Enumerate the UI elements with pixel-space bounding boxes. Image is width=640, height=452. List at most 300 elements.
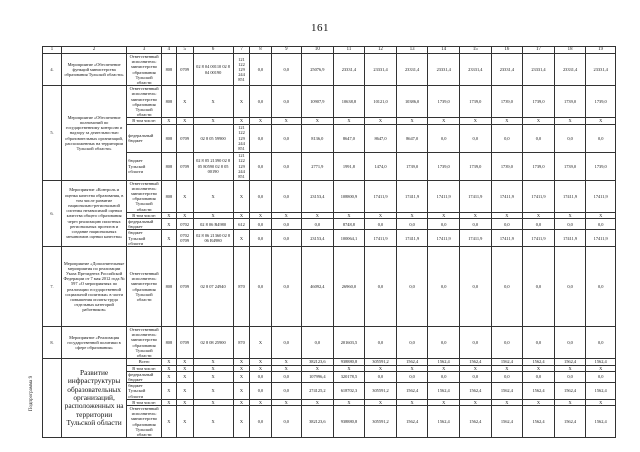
table-cell: X (554, 365, 586, 371)
table-cell: 1739,0 (428, 152, 460, 180)
table-cell: X (428, 365, 460, 371)
table-cell: бюджет Тульской области (127, 152, 162, 180)
table-cell: X (162, 365, 177, 371)
column-number-cell: 18 (554, 47, 586, 54)
table-cell: 808 (162, 124, 177, 152)
table-cell: 0,0 (250, 180, 271, 212)
table-cell: 1562,4 (428, 359, 460, 365)
table-cell: 17411,9 (396, 180, 428, 212)
table-cell: 02 8 05 59900 (193, 124, 233, 152)
table-cell: 1562,4 (554, 359, 586, 365)
table-cell: X (250, 118, 271, 124)
table-cell: 0,0 (271, 152, 302, 180)
table-cell: X (586, 118, 616, 124)
table-cell: 0,0 (460, 247, 492, 327)
table-cell: X (523, 118, 555, 124)
table-cell: 0,0 (523, 124, 555, 152)
table-cell: 02 8 04 00110 02 8 04 00190 (193, 54, 233, 86)
table-cell: 5. (43, 86, 62, 180)
table-cell: 121 122 129 244 851 (233, 54, 250, 86)
table-cell: X (233, 359, 250, 365)
table-cell: 870 (233, 327, 250, 359)
table-cell: 17411,9 (491, 230, 523, 247)
table-cell: 0,0 (491, 247, 523, 327)
budget-table-body (43, 47, 616, 438)
table-cell: X (523, 365, 555, 371)
table-cell: X (162, 371, 177, 382)
table-cell: X (271, 212, 302, 218)
table-cell: 17411,9 (365, 230, 397, 247)
table-cell: 618702,3 (333, 383, 365, 400)
table-cell: 0,0 (250, 371, 271, 382)
table-cell: X (162, 219, 177, 230)
table-cell: X (523, 399, 555, 405)
table-cell: X (176, 383, 193, 400)
table-cell: 10638,8 (333, 86, 365, 118)
table-cell: 0,0 (250, 54, 271, 86)
table-cell: 0,0 (554, 247, 586, 327)
table-cell: Развитие инфраструктуры образовательных организаций, расположенных на территории Тульской области (61, 359, 126, 438)
table-cell: X (233, 180, 250, 212)
table-cell: 1739,0 (554, 86, 586, 118)
table-cell: X (365, 399, 397, 405)
table-cell (43, 359, 62, 438)
table-cell: 0,0 (586, 327, 616, 359)
table-cell: X (250, 212, 271, 218)
table-cell: 0,0 (271, 247, 302, 327)
table-cell: Всего (127, 359, 162, 365)
table-cell: Мероприятие «Обеспечение полномочий по государственному контролю и надзору за деятельностью образовательных организаций, расположенных на территории Тульской области» (61, 86, 126, 180)
table-cell: 17411,9 (523, 180, 555, 212)
table-cell: X (491, 399, 523, 405)
table-cell: X (460, 118, 492, 124)
table-cell: 02 8 06 R4980 (193, 219, 233, 230)
table-cell: 0,0 (271, 124, 302, 152)
table-cell: 0,0 (460, 124, 492, 152)
table-cell: 7. (43, 247, 62, 327)
table-cell: X (176, 371, 193, 382)
table-cell: федеральный бюджет (127, 219, 162, 230)
table-cell: 0,0 (586, 124, 616, 152)
table-cell: X (176, 365, 193, 371)
table-row (43, 247, 616, 327)
table-cell: X (333, 365, 365, 371)
table-cell: 1739,0 (523, 152, 555, 180)
table-cell: 382123,6 (302, 405, 334, 437)
table-cell: X (271, 118, 302, 124)
table-cell: X (193, 359, 233, 365)
table-row (43, 230, 616, 247)
table-cell: X (193, 399, 233, 405)
table-cell: X (554, 118, 586, 124)
column-number-cell: 12 (365, 47, 397, 54)
table-cell: 17411,9 (491, 180, 523, 212)
table-cell: 808 (162, 152, 177, 180)
table-cell: 0,0 (554, 327, 586, 359)
table-cell: 1739,0 (428, 86, 460, 118)
table-cell: X (176, 86, 193, 118)
table-cell: В том числе: (127, 365, 162, 371)
table-row (43, 327, 616, 359)
table-cell: 0,0 (460, 327, 492, 359)
table-cell: X (271, 365, 302, 371)
column-number-row (43, 47, 616, 54)
table-cell: 0709 (176, 327, 193, 359)
table-cell: 1562,4 (554, 383, 586, 400)
table-cell: 0,0 (428, 327, 460, 359)
table-cell: 808 (162, 86, 177, 118)
table-cell: 1562,4 (523, 405, 555, 437)
table-cell: 1739,0 (491, 86, 523, 118)
table-cell: 0,0 (365, 219, 397, 230)
table-cell: 938880,8 (333, 359, 365, 365)
table-cell: 1562,4 (460, 359, 492, 365)
table-cell: X (586, 399, 616, 405)
table-cell: 02 8 06 21360 02 8 06 R4980 (193, 230, 233, 247)
table-cell: X (233, 399, 250, 405)
table-cell: 8748,8 (333, 219, 365, 230)
table-cell: 0,0 (302, 327, 334, 359)
column-number-cell: 9 (271, 47, 302, 54)
table-cell: В том числе: (127, 118, 162, 124)
table-cell: 0702 (176, 219, 193, 230)
table-cell: 8647,0 (333, 124, 365, 152)
table-cell: 17411,9 (365, 180, 397, 212)
table-cell: X (193, 118, 233, 124)
table-cell: 23331,4 (523, 54, 555, 86)
table-cell: X (491, 365, 523, 371)
table-row (43, 86, 616, 118)
table-cell: X (176, 359, 193, 365)
table-cell: X (271, 359, 302, 365)
table-cell: 17411,9 (460, 230, 492, 247)
table-cell: 0,0 (523, 219, 555, 230)
table-row (43, 371, 616, 382)
table-cell: 1562,4 (491, 383, 523, 400)
table-cell: X (233, 371, 250, 382)
table-cell: 0,0 (554, 371, 586, 382)
table-cell: 0,0 (271, 383, 302, 400)
table-cell: 1562,4 (586, 405, 616, 437)
table-cell: 0,0 (586, 219, 616, 230)
table-cell: 121 122 129 244 851 (233, 124, 250, 152)
table-cell: 1562,4 (460, 405, 492, 437)
table-cell: 23331,4 (554, 54, 586, 86)
table-cell: 808 (162, 180, 177, 212)
column-number-cell: 13 (396, 47, 428, 54)
table-cell: X (365, 118, 397, 124)
table-cell: 0,0 (523, 371, 555, 382)
table-cell: Мероприятие «Контроль и оценка качества образования, в том числе развитие национально-региональной системы независимой оценки качества общего образования через реализацию пилотных региональных проектов и создание национальных механизмов оценки качества» (61, 180, 126, 246)
table-cell: 0,0 (250, 230, 271, 247)
table-cell: X (554, 212, 586, 218)
table-cell: 1739,0 (586, 86, 616, 118)
table-cell: 0,0 (271, 219, 302, 230)
table-cell: X (250, 327, 271, 359)
table-cell: 0,0 (271, 230, 302, 247)
table-cell: X (460, 212, 492, 218)
table-cell: 02 8 05 21390 02 8 05 80590 02 8 05 00190 (193, 152, 233, 180)
table-cell: 0,0 (491, 124, 523, 152)
table-cell: 1739,0 (523, 86, 555, 118)
table-cell: 46092,4 (302, 247, 334, 327)
table-cell: X (396, 399, 428, 405)
table-cell: 0709 (176, 152, 193, 180)
table-cell: 02 8 07 24940 (193, 247, 233, 327)
table-cell: 8647,0 (396, 124, 428, 152)
table-cell: X (193, 86, 233, 118)
table-cell: X (162, 118, 177, 124)
table-cell: X (428, 212, 460, 218)
table-cell: X (365, 365, 397, 371)
table-cell: X (233, 212, 250, 218)
table-cell: 121 122 129 244 851 (233, 152, 250, 180)
table-cell: X (333, 118, 365, 124)
table-cell: X (586, 212, 616, 218)
table-cell: 1739,0 (460, 152, 492, 180)
column-number-cell: 11 (333, 47, 365, 54)
table-cell: 17411,9 (460, 180, 492, 212)
table-cell: X (193, 371, 233, 382)
table-cell: X (162, 212, 177, 218)
table-cell: 23331,4 (428, 54, 460, 86)
table-cell: X (193, 180, 233, 212)
table-cell: X (176, 405, 193, 437)
table-cell: X (233, 405, 250, 437)
table-cell: 0,0 (491, 219, 523, 230)
table-cell: 0,0 (250, 219, 271, 230)
table-cell: X (396, 212, 428, 218)
table-cell: 8136,0 (302, 124, 334, 152)
table-cell: X (523, 212, 555, 218)
table-cell: X (302, 365, 334, 371)
table-cell: 17411,9 (523, 230, 555, 247)
table-cell: Мероприятие «Реализация государственной политики в сфере образования» (61, 327, 126, 359)
table-cell: 23331,4 (333, 54, 365, 86)
table-cell: X (162, 405, 177, 437)
table-cell: X (250, 359, 271, 365)
table-cell: 1991,8 (333, 152, 365, 180)
table-cell: 1562,4 (554, 405, 586, 437)
table-cell: X (333, 399, 365, 405)
table-cell: X (233, 365, 250, 371)
table-cell: 26960,0 (333, 247, 365, 327)
table-cell: 1562,4 (586, 383, 616, 400)
table-cell: X (250, 365, 271, 371)
table-cell: 0,0 (271, 180, 302, 212)
table-cell: бюджет Тульской области (127, 383, 162, 400)
column-number-cell: 17 (523, 47, 555, 54)
table-cell: X (302, 212, 334, 218)
table-cell: федеральный бюджет (127, 371, 162, 382)
table-cell: X (460, 399, 492, 405)
table-cell: 0,0 (271, 54, 302, 86)
table-cell: 02 8 08 25900 (193, 327, 233, 359)
table-cell: 23331,4 (396, 54, 428, 86)
table-cell: Ответственный исполнитель: министерство образования Тульской области (127, 405, 162, 437)
table-cell: 612 (233, 219, 250, 230)
table-cell: 1562,4 (460, 383, 492, 400)
table-cell: X (193, 405, 233, 437)
budget-table-wrapper (42, 46, 616, 438)
table-cell: X (193, 365, 233, 371)
table-cell: 0,0 (396, 327, 428, 359)
table-cell: 382123,6 (302, 359, 334, 365)
table-row (43, 180, 616, 212)
table-cell: X (428, 399, 460, 405)
table-cell: 1739,0 (491, 152, 523, 180)
table-cell: 808 (162, 247, 177, 327)
table-cell: 0709 (176, 247, 193, 327)
table-cell: 0,0 (396, 219, 428, 230)
table-cell: 938880,8 (333, 405, 365, 437)
table-cell: 320178,5 (333, 371, 365, 382)
table-cell: 274125,2 (302, 383, 334, 400)
table-cell: X (586, 365, 616, 371)
table-cell: X (460, 365, 492, 371)
subprogram-side-label (24, 350, 40, 436)
table-cell: 0,0 (250, 152, 271, 180)
table-cell: 1562,4 (523, 359, 555, 365)
table-cell: 6. (43, 180, 62, 246)
column-number-cell: 8 (250, 47, 271, 54)
table-cell: 0,0 (554, 124, 586, 152)
table-cell: X (162, 383, 177, 400)
table-cell: 17411,9 (554, 230, 586, 247)
table-cell: 8. (43, 327, 62, 359)
column-number-cell: 6 (193, 47, 233, 54)
table-cell: 0,0 (428, 247, 460, 327)
table-cell: 108800,9 (333, 180, 365, 212)
table-cell: X (491, 118, 523, 124)
table-cell: 0,0 (523, 327, 555, 359)
table-row (43, 54, 616, 86)
column-number-cell: 5 (176, 47, 193, 54)
table-cell: 0,0 (365, 371, 397, 382)
column-number-cell: 14 (428, 47, 460, 54)
table-cell: 1562,4 (491, 359, 523, 365)
table-cell: 0,0 (428, 219, 460, 230)
table-cell: X (302, 399, 334, 405)
column-number-cell: 10 (302, 47, 334, 54)
table-cell: 17411,9 (586, 180, 616, 212)
table-cell: 23331,4 (365, 54, 397, 86)
table-cell: 1562,4 (396, 405, 428, 437)
table-row (43, 219, 616, 230)
budget-table (42, 46, 616, 438)
table-cell: 0,0 (586, 247, 616, 327)
table-cell: X (233, 118, 250, 124)
table-cell: 10121,0 (365, 86, 397, 118)
table-cell: 0709 (176, 124, 193, 152)
table-row (43, 383, 616, 400)
table-cell: 1562,4 (586, 359, 616, 365)
column-number-cell: 15 (460, 47, 492, 54)
table-cell: Мероприятие «Дополнительные мероприятия по реализации Указа Президента Российской Федерации от 7 мая 2012 года № 597 «О мероприятиях по реализации государственной социальной политики» в части повышения оплаты труда отдельных категорий работников» (61, 247, 126, 327)
table-cell: Ответственный исполнитель: министерство образования Тульской области (127, 247, 162, 327)
table-row (43, 405, 616, 437)
table-cell: 0,0 (460, 219, 492, 230)
table-cell: 0,0 (271, 86, 302, 118)
table-cell: 17411,9 (428, 230, 460, 247)
table-cell: 0,0 (271, 327, 302, 359)
table-cell: 305591,2 (365, 383, 397, 400)
table-cell: X (162, 230, 177, 247)
table-row (43, 152, 616, 180)
table-cell: 201603,5 (333, 327, 365, 359)
table-cell: X (491, 212, 523, 218)
table-cell: X (176, 399, 193, 405)
table-cell: 0,0 (491, 327, 523, 359)
table-cell: X (233, 383, 250, 400)
table-cell: X (233, 230, 250, 247)
table-cell: 0,0 (491, 371, 523, 382)
table-cell: X (365, 212, 397, 218)
table-cell: 8647,0 (365, 124, 397, 152)
table-cell: 305591,2 (365, 359, 397, 365)
table-cell: 1739,0 (396, 152, 428, 180)
table-cell: X (162, 359, 177, 365)
table-cell: 17411,9 (554, 180, 586, 212)
table-cell: 1562,4 (523, 383, 555, 400)
table-cell: 1474,0 (365, 152, 397, 180)
table-cell: 23331,4 (491, 54, 523, 86)
table-cell: 23153,4 (302, 230, 334, 247)
table-cell: 1562,4 (396, 383, 428, 400)
column-number-cell: 19 (586, 47, 616, 54)
table-cell: 0,0 (250, 383, 271, 400)
table-cell: 0,0 (428, 124, 460, 152)
table-cell: Ответственный исполнитель: министерство образования Тульской области (127, 86, 162, 118)
table-cell: 25076,9 (302, 54, 334, 86)
table-cell: 23331,4 (586, 54, 616, 86)
table-cell: X (428, 118, 460, 124)
table-cell: 305591,2 (365, 405, 397, 437)
table-cell: 23153,4 (302, 180, 334, 212)
table-cell: 1739,0 (586, 152, 616, 180)
table-cell: 0,0 (396, 247, 428, 327)
table-cell: X (271, 399, 302, 405)
table-cell: 0,0 (460, 371, 492, 382)
table-cell: X (250, 399, 271, 405)
table-cell: 23331,4 (460, 54, 492, 86)
table-cell: бюджет Тульской области (127, 230, 162, 247)
table-cell: 0,0 (302, 219, 334, 230)
table-cell: 1562,4 (428, 405, 460, 437)
table-cell: Ответственный исполнитель: министерство образования Тульской области (127, 54, 162, 86)
column-number-cell: 3 (127, 47, 162, 54)
table-cell: Ответственный исполнитель: министерство образования Тульской области (127, 180, 162, 212)
table-cell: 0,0 (271, 405, 302, 437)
table-cell: 0,0 (271, 371, 302, 382)
table-cell: 0,0 (554, 219, 586, 230)
table-cell: 808 (162, 54, 177, 86)
table-cell: 1562,4 (396, 359, 428, 365)
table-cell: Мероприятие «Обеспечение функций министерства образования Тульской области» (61, 54, 126, 86)
column-number-cell: 7 (233, 47, 250, 54)
table-cell: 1739,0 (554, 152, 586, 180)
table-cell: X (176, 212, 193, 218)
table-cell: 0,0 (250, 247, 271, 327)
page-number: 161 (311, 22, 329, 34)
table-cell: 0709 (176, 54, 193, 86)
table-cell: В том числе: (127, 212, 162, 218)
table-cell: 1739,0 (460, 86, 492, 118)
table-cell: 2771,9 (302, 152, 334, 180)
table-cell: 10907,9 (302, 86, 334, 118)
table-cell: X (176, 118, 193, 124)
subprogram-side-label-text: Подпрограмма 9 (29, 375, 35, 411)
